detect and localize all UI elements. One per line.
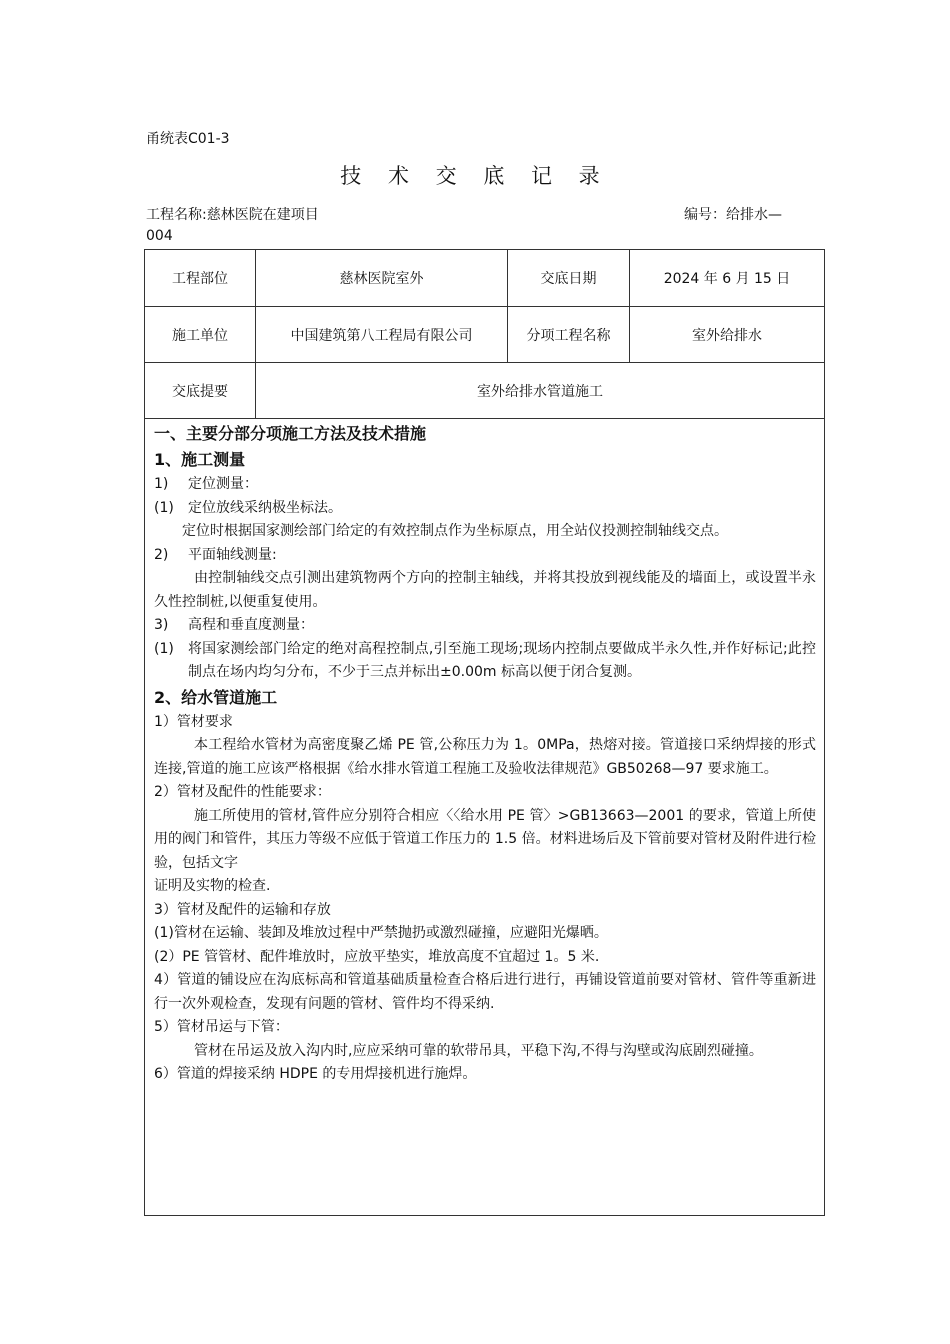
list-item — [154, 614, 816, 638]
paragraph: 本工程给水管材为高密度聚乙烯 PE 管,公称压力为 1。0MPa，热熔对接。管道接口采纳焊接的形式连接,管道的施工应该严格根据《给水排水管道工程施工及验收法律规范》GB50268—97 要求施工。 — [154, 737, 816, 777]
table-row — [145, 250, 825, 307]
paragraph: 2）管材及配件的性能要求： — [154, 784, 331, 800]
form-code: 甬统表C01-3 — [146, 131, 230, 147]
paragraph: 证明及实物的检查. — [154, 878, 271, 894]
list-text: 平面轴线测量: — [188, 546, 277, 563]
list-number: (1) — [154, 640, 174, 657]
paragraph: 6）管道的焊接采纳 HDPE 的专用焊接机进行施焊。 — [154, 1066, 477, 1082]
list-number: 2) — [154, 546, 169, 563]
table-row — [145, 307, 825, 363]
value-construction-unit: 中国建筑第八工程局有限公司 — [256, 307, 508, 363]
paragraph: (1)管材在运输、装卸及堆放过程中严禁抛扔或激烈碰撞，应避阳光爆晒。 — [154, 925, 608, 941]
section-heading: 一、主要分部分项施工方法及技术措施 — [154, 424, 427, 443]
list-number: 1) — [154, 476, 169, 492]
list-text: 定位放线采纳极坐标法。 — [188, 499, 342, 516]
paragraph: 定位时根据国家测绘部门给定的有效控制点作为坐标原点，用全站仪投测控制轴线交点。 — [182, 523, 728, 539]
value-project-part: 慈林医院室外 — [256, 250, 508, 307]
paragraph: 5）管材吊运与下管： — [154, 1019, 289, 1035]
value-subproject-name: 室外给排水 — [630, 307, 825, 363]
info-table — [144, 249, 825, 419]
list-item — [154, 473, 816, 497]
label-briefing-date: 交底日期 — [508, 250, 630, 307]
label-briefing-summary: 交底提要 — [145, 363, 256, 419]
paragraph: 3）管材及配件的运输和存放 — [154, 901, 331, 918]
subsection-heading: 2、给水管道施工 — [154, 687, 278, 707]
label-project-part: 工程部位 — [145, 250, 256, 307]
value-briefing-date: 2024 年 6 月 15 日 — [630, 250, 825, 307]
paragraph: 施工所使用的管材,管件应分别符合相应〈〈给水用 PE 管〉>GB13663—2001 的要求，管道上所使用的阀门和管件，其压力等级不应低于管道工作压力的 1.5 倍。材料进场后及下管前要对管材及附件进行检验，包括文字 — [154, 807, 816, 871]
list-text: 将国家测绘部门给定的绝对高程控制点,引至施工现场;现场内控制点要做成半永久性,并作好标记;此控制点在场内均匀分布，不少于三点并标出±0.00m 标高以便于闭合复测。 — [188, 640, 816, 680]
list-text: 高程和垂直度测量： — [188, 617, 314, 633]
briefing-content-box — [144, 419, 825, 1216]
project-name: 工程名称:慈林医院在建项目 — [146, 207, 319, 223]
briefing-content — [154, 421, 816, 1087]
table-row — [145, 363, 825, 419]
paragraph: 1）管材要求 — [154, 713, 233, 730]
list-number: (1) — [154, 499, 174, 516]
label-subproject-name: 分项工程名称 — [508, 307, 630, 363]
paragraph: 由控制轴线交点引测出建筑物两个方向的控制主轴线，并将其投放到视线能及的墙面上，或设置半永久性控制桩,以便重复使用。 — [154, 570, 816, 610]
paragraph: 管材在吊运及放入沟内时,应应采纳可靠的软带吊具，平稳下沟,不得与沟壁或沟底剧烈碰撞。 — [194, 1042, 763, 1059]
document-title: 技 术 交 底 记 录 — [340, 164, 610, 188]
list-item — [154, 638, 816, 685]
list-item — [154, 544, 816, 568]
list-item — [154, 497, 816, 521]
document-number: 编号：给排水— — [684, 207, 782, 223]
list-text: 定位测量： — [188, 476, 258, 492]
document-number-continued: 004 — [146, 228, 173, 244]
paragraph: 4）管道的铺设应在沟底标高和管道基础质量检查合格后进行进行，再铺设管道前要对管材、管件等重新进行一次外观检查，发现有问题的管材、管件均不得采纳. — [154, 972, 816, 1012]
paragraph: (2）PE 管管材、配件堆放时，应放平垫实，堆放高度不宜超过 1。5 米. — [154, 948, 600, 965]
label-construction-unit: 施工单位 — [145, 307, 256, 363]
value-briefing-summary: 室外给排水管道施工 — [256, 363, 825, 419]
subsection-heading: 1、施工测量 — [154, 450, 246, 469]
list-number: 3) — [154, 617, 169, 633]
